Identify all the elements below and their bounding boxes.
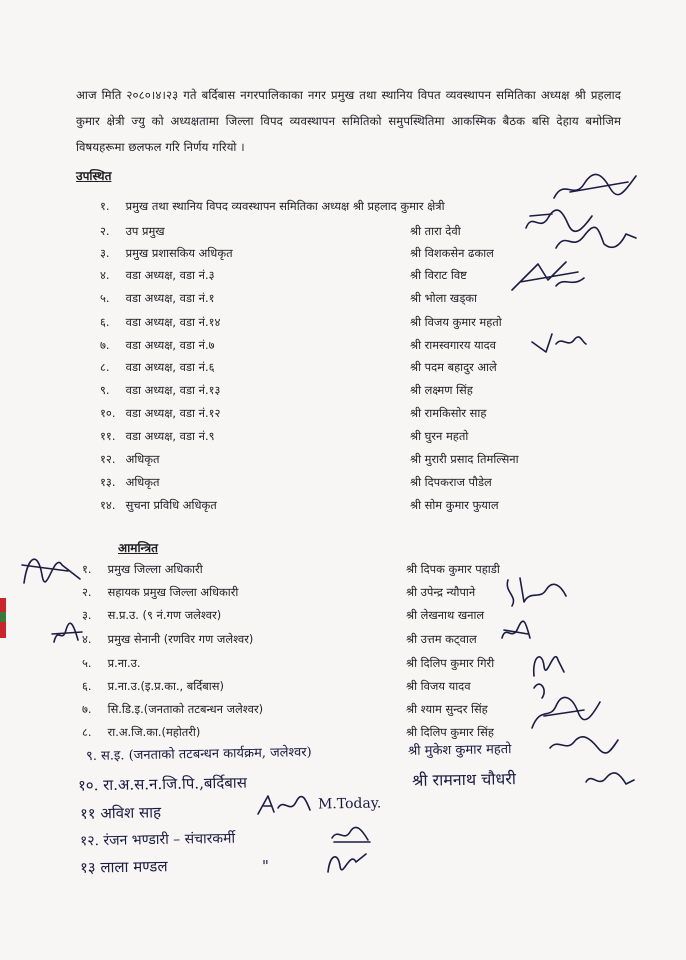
row-label: वडा अध्यक्ष, वडा नं.६ <box>125 360 215 374</box>
signature-scribble-15 <box>328 824 374 846</box>
intro-paragraph: आज मिति २०८०।४।२३ गते बर्दिबास नगरपालिकाका नगर प्रमुख तथा स्थानिय विपत व्यवस्थापन समितिका अध्यक्ष श्री प्रहलाद कुमार क्षेत्री ज्यु को अध्यक्षतामा जिल्ला विपद व्यवस्थापन समितिको समुपस्थितिमा आकस्मिक बैठक बसि देहाय बमोजिम विषयहरूमा छलफल गरि निर्णय गरियो । <box>76 88 621 154</box>
row-label: सहायक प्रमुख जिल्ला अधिकारी <box>107 585 239 599</box>
row-label: प्र.ना.उ. <box>107 656 141 670</box>
invited-heading: आमन्त्रित <box>118 541 158 555</box>
row-number: ३. <box>82 608 92 622</box>
row-number: ६. <box>82 679 92 693</box>
row-label: अधिकृत <box>125 452 160 466</box>
row-label: वडा अध्यक्ष, वडा नं.३ <box>125 268 215 282</box>
signature-scribble-8 <box>50 622 84 648</box>
row-label: वडा अध्यक्ष, वडा नं.१२ <box>125 406 221 420</box>
invited-row <box>82 725 200 740</box>
row-label: प्रमुख प्रशासकिय अधिकृत <box>125 246 233 260</box>
handwritten-entry: १३ लाला मण्डल <box>79 857 168 877</box>
row-number: १२. <box>100 452 116 466</box>
row-label: प्रमुख सेनानी (रणविर गण जलेश्वर) <box>107 632 254 646</box>
handwritten-ditto: " <box>261 856 270 876</box>
invited-row <box>82 702 263 717</box>
row-number: १४. <box>100 498 116 512</box>
row-label: स.प्र.उ. (९ नं.गण जलेश्वर) <box>107 608 222 622</box>
invited-row <box>82 608 221 623</box>
present-row <box>100 360 215 375</box>
row-number: १. <box>82 562 92 576</box>
present-name: श्री सोम कुमार फुयाल <box>410 498 499 512</box>
present-name: श्री रामस्वगारय यादव <box>410 338 497 352</box>
row-number: ६. <box>100 315 110 329</box>
present-row <box>100 383 220 398</box>
row-label: वडा अध्यक्ष, वडा नं.७ <box>125 338 215 352</box>
row-label: सि.डि.इ.(जनताको तटबन्धन जलेश्वर) <box>107 702 264 716</box>
handwritten-entry: श्री रामनाथ चौधरी <box>411 769 517 790</box>
handwritten-entry: ९. स.इ. (जनताको तटबन्धन कार्यक्रम, जलेश्वर) <box>85 745 312 764</box>
present-name: श्री विराट विष्ट <box>410 268 467 282</box>
signature-scribble-1 <box>550 170 640 206</box>
invited-row <box>82 656 140 671</box>
signature-scribble-14 <box>254 792 314 818</box>
row-label: वडा अध्यक्ष, वडा नं.१३ <box>125 383 221 397</box>
row-number: ५. <box>82 656 92 670</box>
row-label: सुचना प्रविधि अधिकृत <box>125 498 217 512</box>
invited-name: श्री लेखनाथ खनाल <box>406 608 485 622</box>
present-row <box>100 199 445 214</box>
row-number: ८. <box>100 360 110 374</box>
invited-name: श्री उत्तम कट्वाल <box>406 632 477 646</box>
row-label: उप प्रमुख <box>125 224 165 238</box>
present-heading: उपस्थित <box>76 169 112 183</box>
present-name: श्री दिपकराज पौडेल <box>410 475 492 489</box>
signature-scribble-3 <box>550 224 640 258</box>
present-name: श्री घुरन महतो <box>410 429 469 443</box>
present-row <box>100 246 233 261</box>
invited-row <box>82 679 224 694</box>
row-number: ११. <box>100 429 116 443</box>
signature-scribble-11 <box>524 676 604 736</box>
signature-scribble-12 <box>546 734 622 756</box>
edge-strip-red-2 <box>0 622 6 638</box>
row-number: ९. <box>100 383 110 397</box>
invited-row <box>82 632 253 647</box>
signature-scribble-4 <box>508 256 588 294</box>
signature-scribble-13 <box>582 770 638 792</box>
row-number: ४. <box>100 268 110 282</box>
signature-scribble-5 <box>528 330 588 356</box>
present-row <box>100 224 165 239</box>
row-label: वडा अध्यक्ष, वडा नं.१ <box>125 291 215 305</box>
handwritten-entry: ११ अविश साह <box>79 803 162 823</box>
row-number: २. <box>100 224 110 238</box>
present-row <box>100 291 215 306</box>
handwritten-entry: श्री मुकेश कुमार महतो <box>407 742 512 759</box>
row-number: २. <box>82 585 92 599</box>
row-number: ७. <box>82 702 92 716</box>
invited-name: श्री उपेन्द्र न्यौपाने <box>406 585 476 599</box>
present-row <box>100 498 217 513</box>
present-name: श्री पदम बहादुर आले <box>410 360 497 374</box>
present-row <box>100 268 215 283</box>
row-number: १०. <box>100 406 116 420</box>
row-label: अधिकृत <box>125 475 160 489</box>
invited-name: श्री विजय यादव <box>406 679 471 693</box>
present-row <box>100 406 220 421</box>
edge-strip-red <box>0 598 6 612</box>
signature-scribble-6 <box>18 545 88 589</box>
present-name: श्री लक्ष्मण सिंह <box>410 383 473 397</box>
row-number: ५. <box>100 291 110 305</box>
present-row <box>100 475 160 490</box>
invited-name: श्री दिपक कुमार पहाडी <box>406 562 500 576</box>
invited-name: श्री श्याम सुन्दर सिंह <box>406 702 488 716</box>
row-label: वडा अध्यक्ष, वडा नं.१४ <box>125 315 221 329</box>
row-label: प्रमुख जिल्ला अधिकारी <box>107 562 203 576</box>
invited-name: श्री दिलिप कुमार सिंह <box>406 725 494 739</box>
row-number: ४. <box>82 632 92 646</box>
row-label: प्रमुख तथा स्थानिय विपद व्यवस्थापन समितिका अध्यक्ष श्री प्रहलाद कुमार क्षेत्री <box>125 199 445 213</box>
present-name: श्री मुरारी प्रसाद तिमल्सिना <box>410 452 519 466</box>
present-name: श्री भोला खड्का <box>410 291 477 305</box>
row-label: वडा अध्यक्ष, वडा नं.९ <box>125 429 215 443</box>
invited-name: श्री दिलिप कुमार गिरी <box>406 656 495 670</box>
present-row <box>100 429 215 444</box>
row-label: प्र.ना.उ.(इ.प्र.का., बर्दिबास) <box>107 679 224 693</box>
present-name: श्री विजय कुमार महतो <box>410 315 502 329</box>
row-number: ३. <box>100 246 110 260</box>
row-number: ७. <box>100 338 110 352</box>
row-number: ८. <box>82 725 92 739</box>
present-row <box>100 315 220 330</box>
signature-scribble-16 <box>322 846 370 876</box>
invited-row <box>82 585 238 600</box>
signature-scribble-7 <box>500 572 570 612</box>
handwritten-entry: १२. रंजन भण्डारी – संचारकर्मी <box>79 830 236 850</box>
present-name: श्री विशकसेन ढकाल <box>410 246 494 260</box>
present-name: श्री रामकिसोर साह <box>410 406 487 420</box>
handwritten-entry: M.Today. <box>317 795 382 813</box>
row-label: रा.अ.जि.का.(महोतरी) <box>107 725 201 739</box>
row-number: १. <box>100 199 110 213</box>
present-row <box>100 338 215 353</box>
signature-scribble-10 <box>528 642 568 680</box>
row-number: १३. <box>100 475 116 489</box>
present-row <box>100 452 160 467</box>
edge-strip-green <box>0 612 6 622</box>
handwritten-entry: १०. रा.अ.स.न.जि.पि.,बर्दिबास <box>77 773 248 795</box>
invited-row <box>82 562 203 577</box>
present-name: श्री तारा देवी <box>410 224 461 238</box>
